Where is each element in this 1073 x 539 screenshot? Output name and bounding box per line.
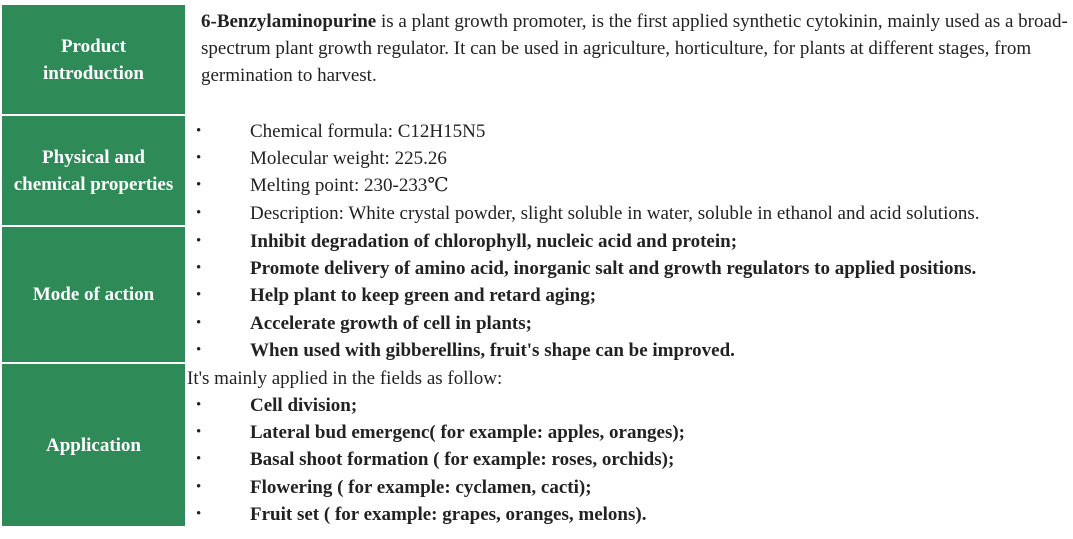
bullet-icon: • — [196, 314, 202, 331]
section-physical-chemical-properties — [0, 116, 1073, 225]
bullet-icon: • — [196, 150, 202, 167]
bullet-icon: • — [196, 233, 202, 249]
label-line: Physical and — [42, 146, 145, 168]
label-line: introduction — [42, 62, 144, 84]
list-item — [187, 118, 1071, 145]
application-text: Flowering ( for example: cyclamen, cacti); — [250, 476, 592, 498]
mode-content — [187, 228, 1071, 363]
bullet-icon: • — [196, 204, 202, 221]
bullet-icon: • — [196, 341, 202, 358]
application-text: Basal shoot formation ( for example: roses, orchids); — [250, 449, 675, 471]
bullet-icon: • — [196, 397, 202, 413]
property-text: Description: White crystal powder, slight soluble in water, soluble in ethanol and acid solutions. — [250, 202, 980, 224]
intro-text: is a plant growth promoter, is the first applied synthetic cytokinin, mainly used as a broad- spectrum plant growth regulator. It can be used in agriculture, horticulture, for plants at different stages, from germination to harvest. — [201, 11, 1068, 86]
list-item — [187, 392, 1071, 419]
list-item — [187, 501, 1071, 528]
property-text: Chemical formula: C12H15N5 — [250, 121, 486, 142]
label-line: Application — [45, 434, 142, 456]
list-item — [187, 282, 1071, 309]
application-content — [187, 365, 1071, 527]
bullet-icon: • — [196, 505, 202, 522]
bullet-icon: • — [196, 424, 202, 441]
property-text: Molecular weight: 225.26 — [250, 148, 447, 170]
action-text: When used with gibberellins, fruit's shape can be improved. — [250, 339, 735, 361]
action-text: Inhibit degradation of chlorophyll, nucleic acid and protein; — [250, 231, 738, 252]
bullet-icon: • — [196, 177, 202, 194]
bullet-icon: • — [196, 287, 202, 304]
product-name: 6-Benzylaminopurine — [201, 11, 377, 32]
list-item — [187, 200, 1071, 227]
list-item — [187, 337, 1071, 364]
label-line: Product — [60, 35, 127, 57]
label-mode-of-action — [2, 227, 185, 362]
list-item — [187, 474, 1071, 501]
label-line: chemical properties — [13, 173, 174, 195]
label-application — [2, 364, 185, 526]
physical-content — [187, 118, 1071, 227]
application-list — [187, 392, 1071, 528]
list-item — [187, 310, 1071, 337]
action-text: Accelerate growth of cell in plants; — [250, 312, 532, 334]
section-product-introduction — [0, 5, 1073, 114]
action-text: Promote delivery of amino acid, inorganic salt and growth regulators to applied positions. — [250, 258, 977, 280]
list-item — [187, 145, 1071, 172]
property-text: Melting point: 230-233℃ — [250, 175, 449, 197]
label-physical-chemical-properties — [2, 116, 185, 225]
application-text: Cell division; — [250, 395, 358, 416]
intro-paragraph — [187, 5, 1071, 89]
list-item — [187, 228, 1071, 255]
section-mode-of-action — [0, 227, 1073, 362]
bullet-icon: • — [196, 478, 202, 495]
label-line: Mode of action — [32, 284, 155, 305]
action-text: Help plant to keep green and retard aging; — [250, 285, 597, 307]
bullet-icon: • — [196, 123, 202, 139]
list-item — [187, 172, 1071, 199]
label-product-introduction — [2, 5, 185, 114]
list-item — [187, 255, 1071, 282]
list-item — [187, 419, 1071, 446]
application-text: Fruit set ( for example: grapes, oranges, melons). — [250, 503, 647, 525]
section-application — [0, 364, 1073, 526]
bullet-icon: • — [196, 260, 202, 277]
mode-of-action-list — [187, 228, 1071, 364]
application-text: Lateral bud emergenc( for example: apples, oranges); — [250, 422, 685, 444]
application-lead: It's mainly applied in the fields as follow: — [187, 368, 503, 389]
bullet-icon: • — [196, 451, 202, 468]
intro-content — [187, 5, 1071, 114]
physical-properties-list — [187, 118, 1071, 227]
list-item — [187, 446, 1071, 473]
